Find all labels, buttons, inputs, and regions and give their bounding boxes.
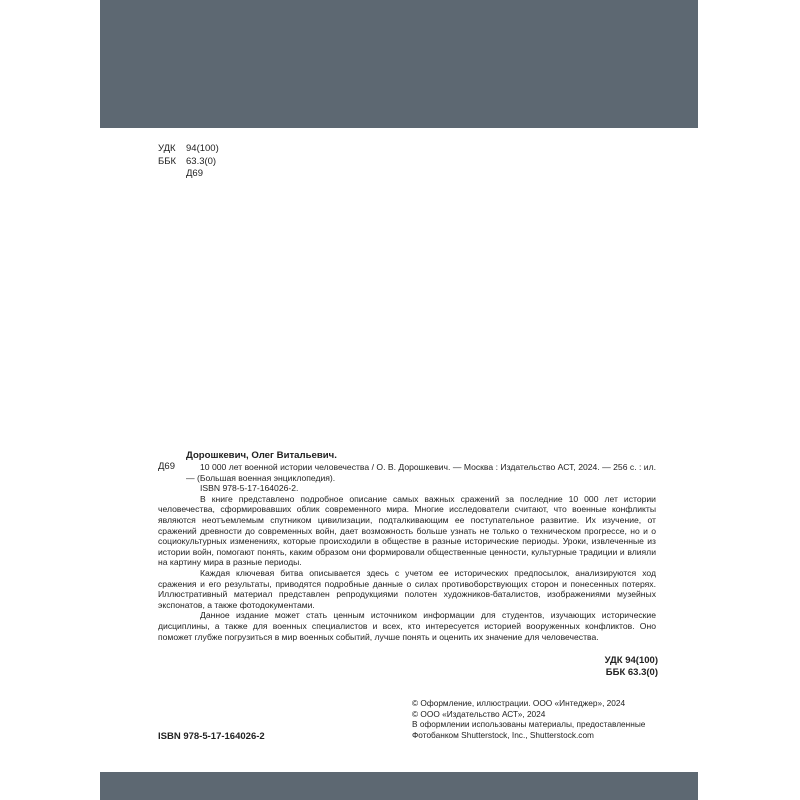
udk-row (158, 143, 219, 156)
bbk-value: 63.3(0) (186, 155, 217, 167)
title-description: 10 000 лет военной истории человечества / О. В. Дорошкевич. — Москва : Издательство АСТ, 2024. — 256 с. : ил. — (Большая военная энциклопедия). (186, 462, 656, 483)
bibliographic-record (158, 450, 656, 642)
copyright-line: © Оформление, иллюстрации. ООО «Интеджер», 2024 (412, 698, 626, 708)
copyright-line: Фотобанком Shutterstock, Inc., Shutterstock.com (412, 729, 594, 740)
udk-label: УДК (158, 143, 176, 154)
udk-value: 94(100) (186, 143, 219, 154)
annotation-paragraph: Каждая ключевая битва описывается здесь с учетом ее исторических предпосылок, анализируются ход сражения и его результаты, приводятся подробные данные о силах противоборствующих сторон и понесенных потерях. Иллюстративный материал представлен репродукциями полотен художников-баталистов, изображениями музейных экспонатов, а также фотодокументами. (158, 567, 656, 610)
end-classification-codes (605, 655, 658, 679)
classification-codes (158, 143, 219, 181)
author-mark-row (158, 168, 219, 181)
copyright-line: © ООО «Издательство АСТ», 2024 (412, 708, 546, 719)
copyright-block (412, 698, 645, 740)
bbk-row (158, 156, 219, 169)
annotation-paragraph: В книге представлено подробное описание самых важных сражений за последние 10 000 лет истории человечества, сформировавших облик современного мира. Многие исследователи считают, что военные конфликты являются неотъемлемым спутником цивилизации, подталкивающим ее поступательное развитие. Их изучение, от сражений древности до современных войн, дает возможность больше узнать не только о техническом прогрессе, но и о социокультурных изменениях, которые происходили в обществе в разные исторические периоды. Уроки, извлеченные из истории войн, помогают понять, каким образом они формировали общественные ценности, культурные традиции и влияли на картину мира в разные периоды. (158, 493, 656, 568)
bottom-color-band (100, 772, 698, 800)
author-mark-label (158, 168, 186, 181)
copyright-line: В оформлении использованы материалы, предоставленные (412, 719, 646, 730)
annotation-paragraph: Данное издание может стать ценным источником информации для студентов, изучающих исторические дисциплины, а также для военных специалистов и всех, кто интересуется историей вооруженных конфликтов. Оно поможет глубже погрузиться в мир военных событий, лучше понять и оценить их значение для человечества. (158, 610, 656, 642)
isbn-inline: ISBN 978-5-17-164026-2. (200, 483, 299, 494)
top-color-band (100, 0, 698, 128)
isbn-footer: ISBN 978-5-17-164026-2 (158, 731, 265, 742)
bbk-code: ББК 63.3(0) (605, 667, 658, 678)
author-heading: Дорошкевич, Олег Витальевич. (186, 450, 337, 461)
bbk-label: ББК (158, 155, 177, 167)
udk-code: УДК 94(100) (604, 655, 658, 666)
author-mark: Д69 (158, 461, 176, 472)
author-mark-value: Д69 (186, 168, 204, 179)
bibliographic-description (158, 462, 656, 483)
